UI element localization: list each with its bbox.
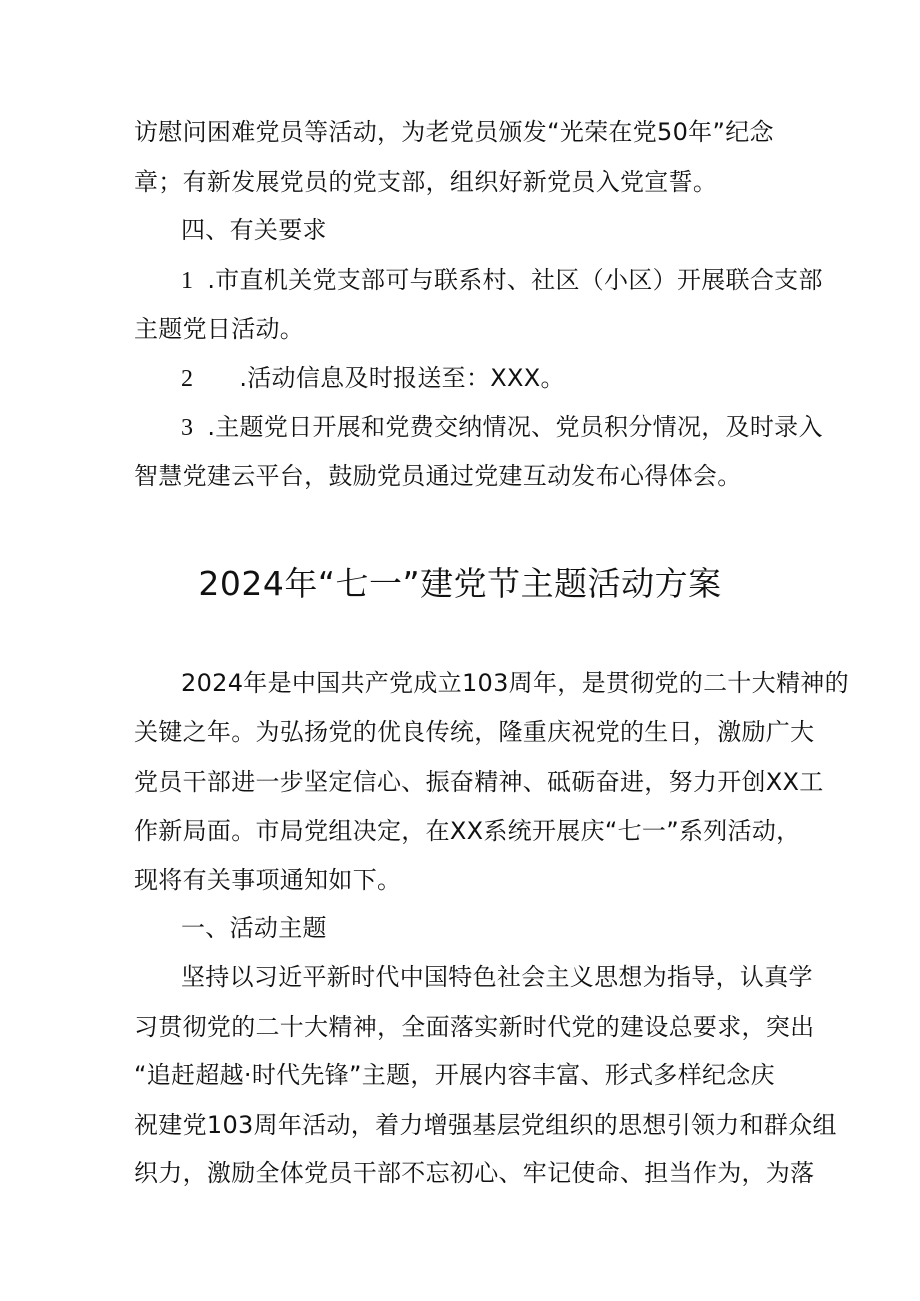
paragraph-line: 2024年是中国共产党成立103周年，是贯彻党的二十大精神的 <box>181 669 849 697</box>
paragraph-line: 习贯彻党的二十大精神，全面落实新时代党的建设总要求，突出 <box>134 1013 815 1041</box>
item-text: .活动信息及时报送至：XXX。 <box>239 364 565 392</box>
item-text: .市直机关党支部可与联系村、社区（小区）开展联合支部 <box>207 266 823 294</box>
item-text: .主题党日开展和党费交纳情况、党员积分情况，及时录入 <box>207 413 823 441</box>
section-heading-theme: 一、活动主题 <box>181 914 327 942</box>
paragraph-line: 关键之年。为弘扬党的优良传统，隆重庆祝党的生日，激励广大 <box>134 718 815 746</box>
paragraph-line: 党员干部进一步坚定信心、振奋精神、砥砺奋进，努力开创XX工 <box>134 768 824 796</box>
paragraph-line: 主题党日活动。 <box>134 315 305 343</box>
paragraph-line: 坚持以习近平新时代中国特色社会主义思想为指导，认真学 <box>181 963 813 991</box>
paragraph-line: 织力，激励全体党员干部不忘初心、牢记使命、担当作为，为落 <box>134 1159 815 1187</box>
document-title: 2024年“七一”建党节主题活动方案 <box>198 564 722 603</box>
paragraph-line: “追赶超越·时代先锋”主题，开展内容丰富、形式多样纪念庆 <box>134 1061 775 1089</box>
paragraph-line: 作新局面。市局党组决定，在XX系统开展庆“七一”系列活动， <box>134 817 801 845</box>
requirement-item-2 <box>0 362 920 395</box>
section-heading-requirements: 四、有关要求 <box>181 216 327 244</box>
requirement-item-3 <box>0 411 920 444</box>
item-number: 1 <box>181 268 194 294</box>
item-number: 2 <box>181 366 194 392</box>
paragraph-line: 祝建党103周年活动，着力增强基层党组织的思想引领力和群众组 <box>134 1111 837 1139</box>
requirement-item-1 <box>0 264 920 297</box>
paragraph-line: 章；有新发展党员的党支部，组织好新党员入党宣誓。 <box>134 168 718 196</box>
item-number: 3 <box>181 415 194 441</box>
paragraph-line: 现将有关事项通知如下。 <box>134 866 402 894</box>
paragraph-line: 智慧党建云平台，鼓励党员通过党建互动发布心得体会。 <box>134 462 742 490</box>
paragraph-line: 访慰问困难党员等活动，为老党员颁发“光荣在党50年”纪念 <box>134 118 774 146</box>
